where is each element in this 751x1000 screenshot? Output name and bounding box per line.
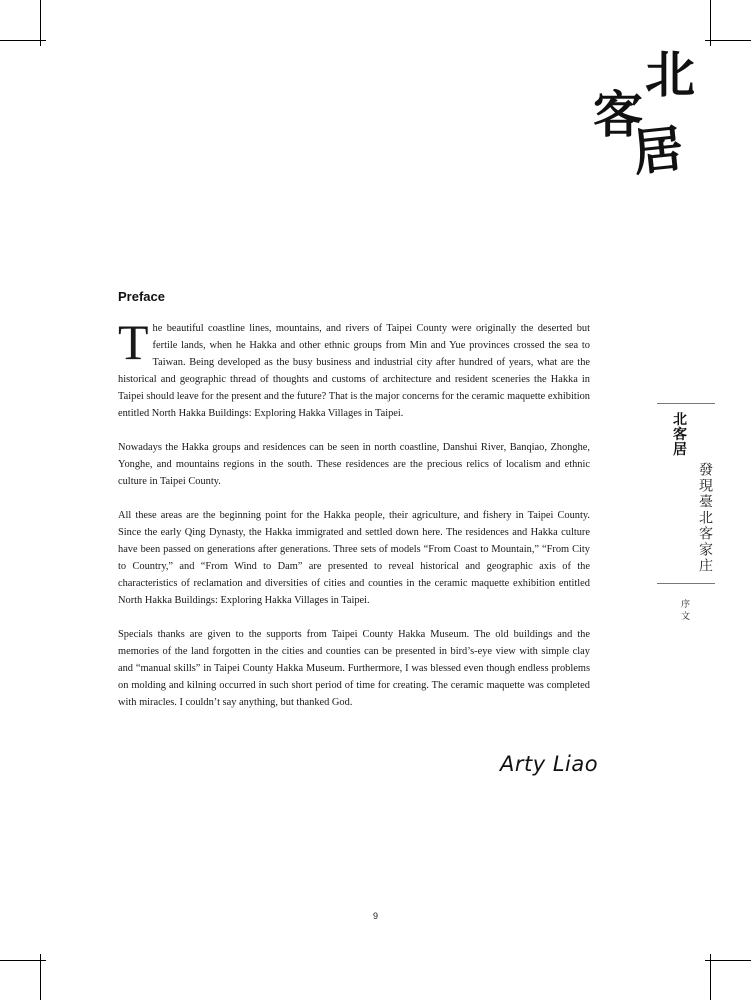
side-logo — [668, 413, 692, 458]
crop-mark — [705, 960, 751, 961]
side-vertical-title: 發現臺北客家庄 — [697, 462, 713, 574]
author-signature: Arty Liao — [500, 752, 599, 776]
paragraph — [118, 314, 590, 422]
side-logo-line: 客居 — [673, 427, 687, 458]
section-heading: Preface — [118, 289, 165, 304]
crop-mark — [0, 40, 46, 41]
calligraphy-logo — [593, 45, 713, 183]
logo-char: 北 — [645, 45, 695, 104]
side-section-label: 序文 — [679, 599, 689, 623]
preface-body — [118, 314, 590, 728]
paragraph-text: he beautiful coastline lines, mountains, and rivers of Taipei County were originally the deserted but fertile lands, when he Hakka and other ethnic groups from Min and Yue provinces crossed the sea to Taiwan. Being developed as the busy business and industrial city after hundred of years, what are the historical and geographic thread of thoughts and customs of architecture and resident sceneries the Hakka in Taipei should leave for the present and the future? That is the major concerns for the ceramic maquette exhibition entitled North Hakka Buildings: Exploring Hakka Villages in Taipei. — [118, 323, 590, 419]
logo-char: 居 — [630, 118, 686, 183]
page-number: 9 — [372, 911, 378, 921]
paragraph: Specials thanks are given to the supports from Taipei County Hakka Museum. The old buildings and the memories of the land forgotten in the cities and counties can be presented in bird’s-eye view with simple clay and “manual skills” in Taipei County Hakka Museum. Furthermore, I was blessed even though endless problems on molding and kilning occurred in such short period of time for creating. The ceramic maquette was completed with miracles. I couldn’t say anything, but thanked God. — [118, 629, 590, 708]
crop-mark — [0, 960, 46, 961]
paragraph: All these areas are the beginning point for the Hakka people, their agriculture, and fishery in Taipei County. Since the early Qing Dynasty, the Hakka immigrated and settled down here. The residences and Hakka culture have been passed on generations after generations. Three sets of models “From Coast to Mountain,” “From City to Country,” and “From Wind to Dam” are presented to reveal historical and geographic axis of the characteristics of reclamation and diversities of cities and counties in the ceramic maquette exhibition entitled North Hakka Buildings: Exploring Hakka Villages in Taipei. — [118, 510, 590, 606]
paragraph: Nowadays the Hakka groups and residences can be seen in north coastline, Danshui River, Banqiao, Zhonghe, Yonghe, and mountains regions in the south. These residences are the precious relics of localism and ethnic culture in Taipei County. — [118, 442, 590, 487]
crop-mark — [705, 40, 751, 41]
side-divider — [657, 403, 715, 404]
logo-char: 客 — [593, 85, 643, 144]
side-divider — [657, 583, 715, 584]
drop-cap: T — [118, 314, 149, 370]
side-logo-line: 北 — [673, 412, 687, 428]
